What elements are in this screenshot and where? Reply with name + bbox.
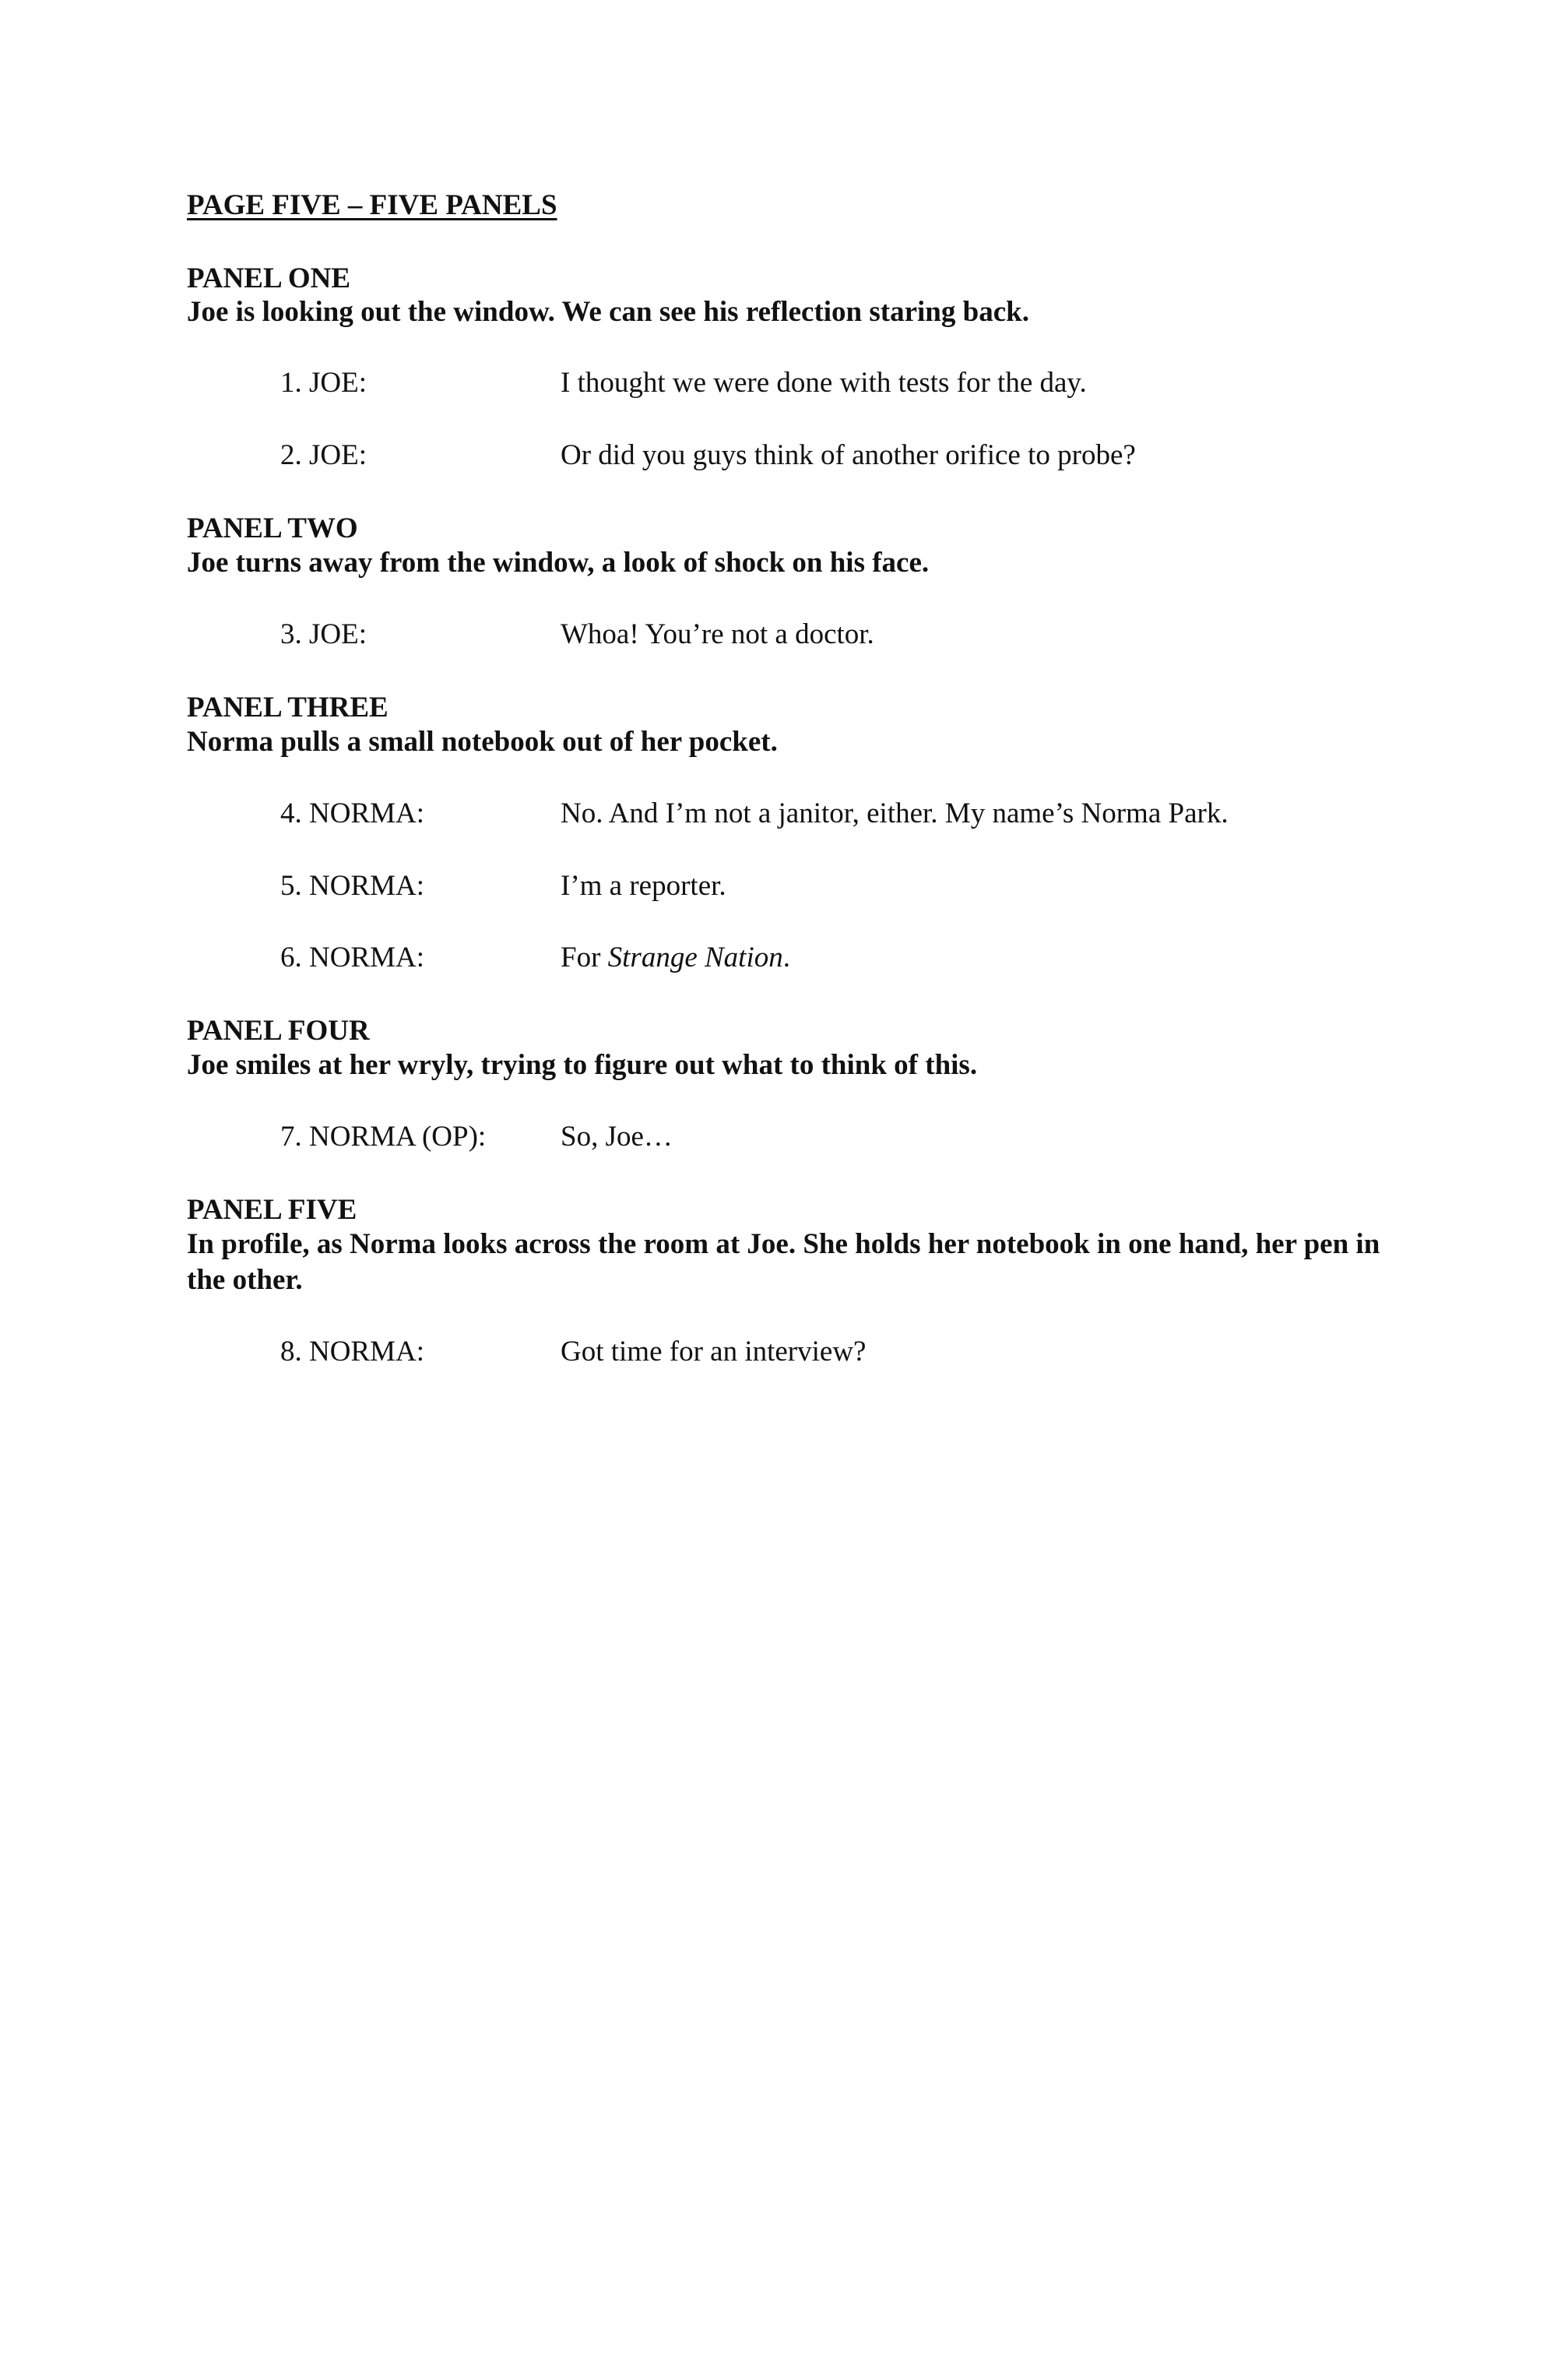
dialogue-text: Whoa! You’re not a doctor. <box>561 618 874 650</box>
speaker-label: 5. NORMA: <box>280 870 425 902</box>
panel-one-description: Joe is looking out the window. We can see his reflection staring back. <box>187 296 1029 328</box>
panel-two-label: PANEL TWO <box>187 512 358 544</box>
panel-four-label: PANEL FOUR <box>187 1015 370 1047</box>
speaker-label: 1. JOE: <box>280 367 367 399</box>
publication-title: Strange Nation <box>607 942 783 973</box>
speaker-label: 3. JOE: <box>280 618 367 650</box>
speaker-label: 6. NORMA: <box>280 942 425 973</box>
page-heading: PAGE FIVE – FIVE PANELS <box>187 189 557 221</box>
speaker-label: 4. NORMA: <box>280 797 425 829</box>
panel-five-description: In profile, as Norma looks across the room at Joe. She holds her notebook in one hand, her pen in the other. <box>187 1228 1380 1296</box>
dialogue-text: Got time for an interview? <box>561 1336 867 1368</box>
dialogue-text: So, Joe… <box>561 1121 673 1153</box>
speaker-label: 2. JOE: <box>280 439 367 471</box>
dialogue-text: I’m a reporter. <box>561 870 726 902</box>
panel-five-label: PANEL FIVE <box>187 1194 357 1226</box>
panel-three-label: PANEL THREE <box>187 692 388 724</box>
dialogue-text-prefix: For <box>561 942 608 973</box>
dialogue-text-suffix: . <box>782 942 790 973</box>
panel-three-description: Norma pulls a small notebook out of her pocket. <box>187 726 778 758</box>
speaker-label: 8. NORMA: <box>280 1336 425 1368</box>
panel-four-description: Joe smiles at her wryly, trying to figure out what to think of this. <box>187 1049 978 1081</box>
panel-two-description: Joe turns away from the window, a look of shock on his face. <box>187 547 930 579</box>
dialogue-text: I thought we were done with tests for the day. <box>561 367 1087 399</box>
panel-one-label: PANEL ONE <box>187 262 351 294</box>
dialogue-text: No. And I’m not a janitor, either. My name’s Norma Park. <box>561 797 1229 829</box>
dialogue-text <box>561 941 790 974</box>
dialogue-text: Or did you guys think of another orifice to probe? <box>561 439 1136 471</box>
speaker-label: 7. NORMA (OP): <box>280 1121 487 1153</box>
